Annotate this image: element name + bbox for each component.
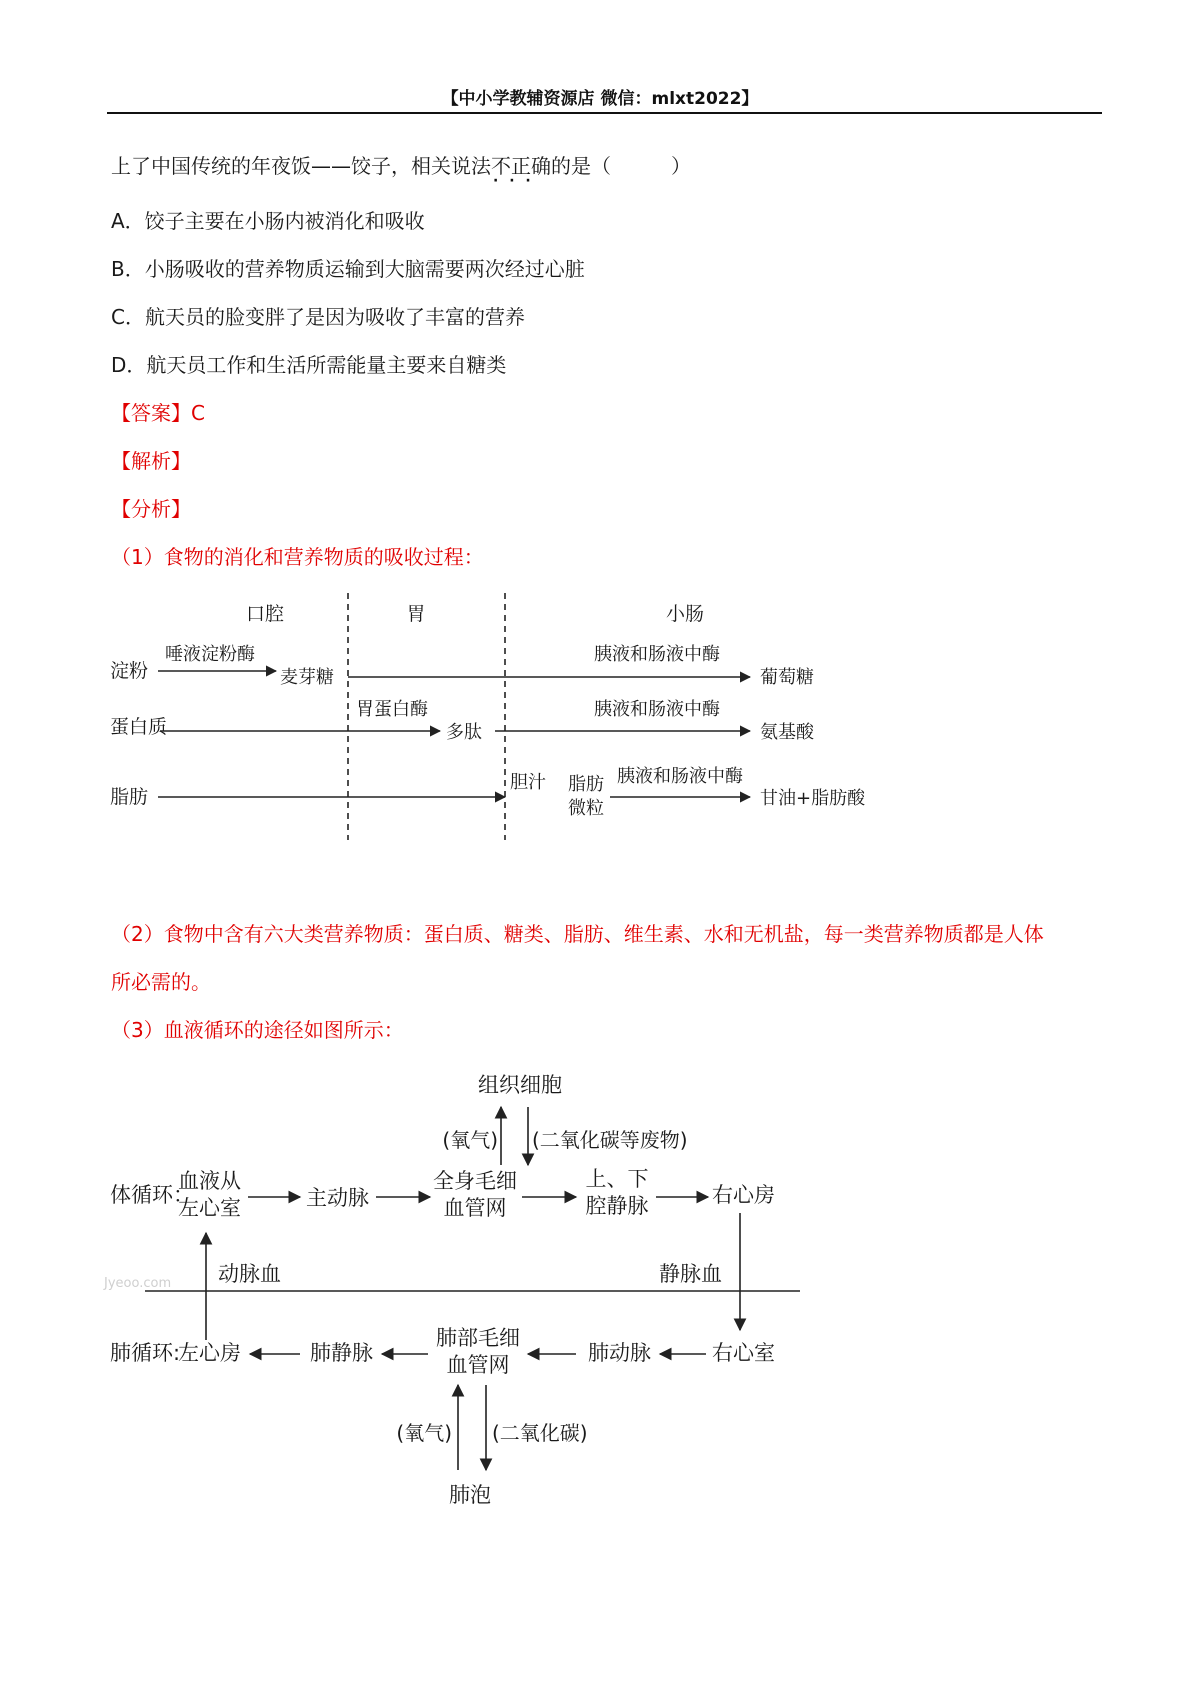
- starch-enzyme-1: 唾液淀粉酶: [165, 644, 255, 665]
- starch-mid: 麦芽糖: [280, 667, 334, 688]
- point-2-line-2: 所必需的。: [111, 970, 211, 994]
- tissue-oxygen-label: (氧气): [442, 1128, 498, 1152]
- header-rule: [107, 112, 1102, 114]
- zone-small-intestine: 小肠: [665, 603, 705, 625]
- pulmonary-artery: 肺动脉: [588, 1341, 651, 1365]
- question-stem: [111, 150, 691, 179]
- protein-enzyme-1: 胃蛋白酶: [356, 699, 428, 720]
- left-atrium: 左心房: [178, 1341, 241, 1365]
- zone-mouth: 口腔: [245, 603, 285, 625]
- fat-mid-1: 脂肪: [568, 774, 604, 795]
- pulmonary-label: 肺循环:: [110, 1341, 181, 1365]
- protein-enzyme-2: 胰液和肠液中酶: [594, 699, 720, 720]
- fat-bile: 胆汁: [510, 772, 546, 793]
- protein-label: 蛋白质: [110, 716, 168, 738]
- alveoli-co2-label: (二氧化碳): [492, 1421, 588, 1445]
- zone-stomach: 胃: [406, 603, 426, 625]
- tissue-cells: 组织细胞: [478, 1073, 562, 1097]
- arterial-blood: 动脉血: [218, 1262, 281, 1286]
- vena-cava-1: 上、下: [585, 1167, 649, 1191]
- fat-mid-2: 微粒: [568, 798, 604, 819]
- right-ventricle: 右心室: [712, 1341, 775, 1365]
- aorta: 主动脉: [306, 1186, 369, 1210]
- stem-emphasis: 不正确 · · ·: [491, 154, 551, 178]
- protein-product: 氨基酸: [760, 722, 814, 743]
- option-b: B．小肠吸收的营养物质运输到大脑需要两次经过心脏: [111, 257, 585, 281]
- right-atrium: 右心房: [712, 1183, 775, 1207]
- starch-product: 葡萄糖: [760, 667, 814, 688]
- lung-capillaries-2: 血管网: [446, 1353, 510, 1377]
- answer-label: 【答案】: [111, 401, 191, 425]
- protein-mid: 多肽: [446, 722, 482, 743]
- systemic-start-1: 血液从: [178, 1169, 241, 1193]
- option-a: A．饺子主要在小肠内被消化和吸收: [111, 209, 425, 233]
- point-3: （3）血液循环的途径如图所示：: [111, 1018, 404, 1042]
- fat-label: 脂肪: [110, 786, 149, 808]
- stem-before: 上了中国传统的年夜饭——饺子，相关说法: [111, 154, 491, 178]
- circulation-diagram: [100, 1055, 900, 1525]
- answer-line: [111, 397, 205, 426]
- systemic-label: 体循环：: [110, 1183, 194, 1207]
- fenxi-label: 【分析】: [111, 497, 191, 521]
- digestion-diagram: [100, 585, 960, 855]
- option-d: D．航天员工作和生活所需能量主要来自糖类: [111, 353, 507, 377]
- systemic-start-2: 左心室: [178, 1196, 241, 1220]
- body-capillaries-2: 血管网: [443, 1196, 507, 1220]
- stem-after: 的是（ ）: [551, 154, 691, 178]
- jiexi-label: 【解析】: [111, 449, 191, 473]
- pulmonary-vein: 肺静脉: [310, 1341, 373, 1365]
- venous-blood: 静脉血: [659, 1262, 722, 1286]
- starch-enzyme-2: 胰液和肠液中酶: [594, 644, 720, 665]
- tissue-co2-label: (二氧化碳等废物): [532, 1128, 688, 1152]
- fat-product: 甘油+脂肪酸: [760, 788, 866, 809]
- starch-label: 淀粉: [110, 660, 149, 682]
- page-header: 【中小学教辅资源店 微信：mlxt2022】: [441, 89, 759, 109]
- point-2-line-1: （2）食物中含有六大类营养物质：蛋白质、糖类、脂肪、维生素、水和无机盐，每一类营养物质都是人体: [111, 922, 1044, 946]
- alveoli: 肺泡: [449, 1483, 491, 1507]
- body-capillaries-1: 全身毛细: [433, 1169, 517, 1193]
- watermark: Jyeoo.com: [104, 1276, 172, 1291]
- alveoli-oxygen-label: (氧气): [396, 1421, 452, 1445]
- fat-enzyme-2: 胰液和肠液中酶: [617, 766, 743, 787]
- vena-cava-2: 腔静脉: [585, 1194, 649, 1218]
- lung-capillaries-1: 肺部毛细: [436, 1326, 520, 1350]
- point-1: （1）食物的消化和营养物质的吸收过程：: [111, 545, 484, 569]
- option-c: C．航天员的脸变胖了是因为吸收了丰富的营养: [111, 305, 525, 329]
- answer-value: C: [191, 401, 205, 425]
